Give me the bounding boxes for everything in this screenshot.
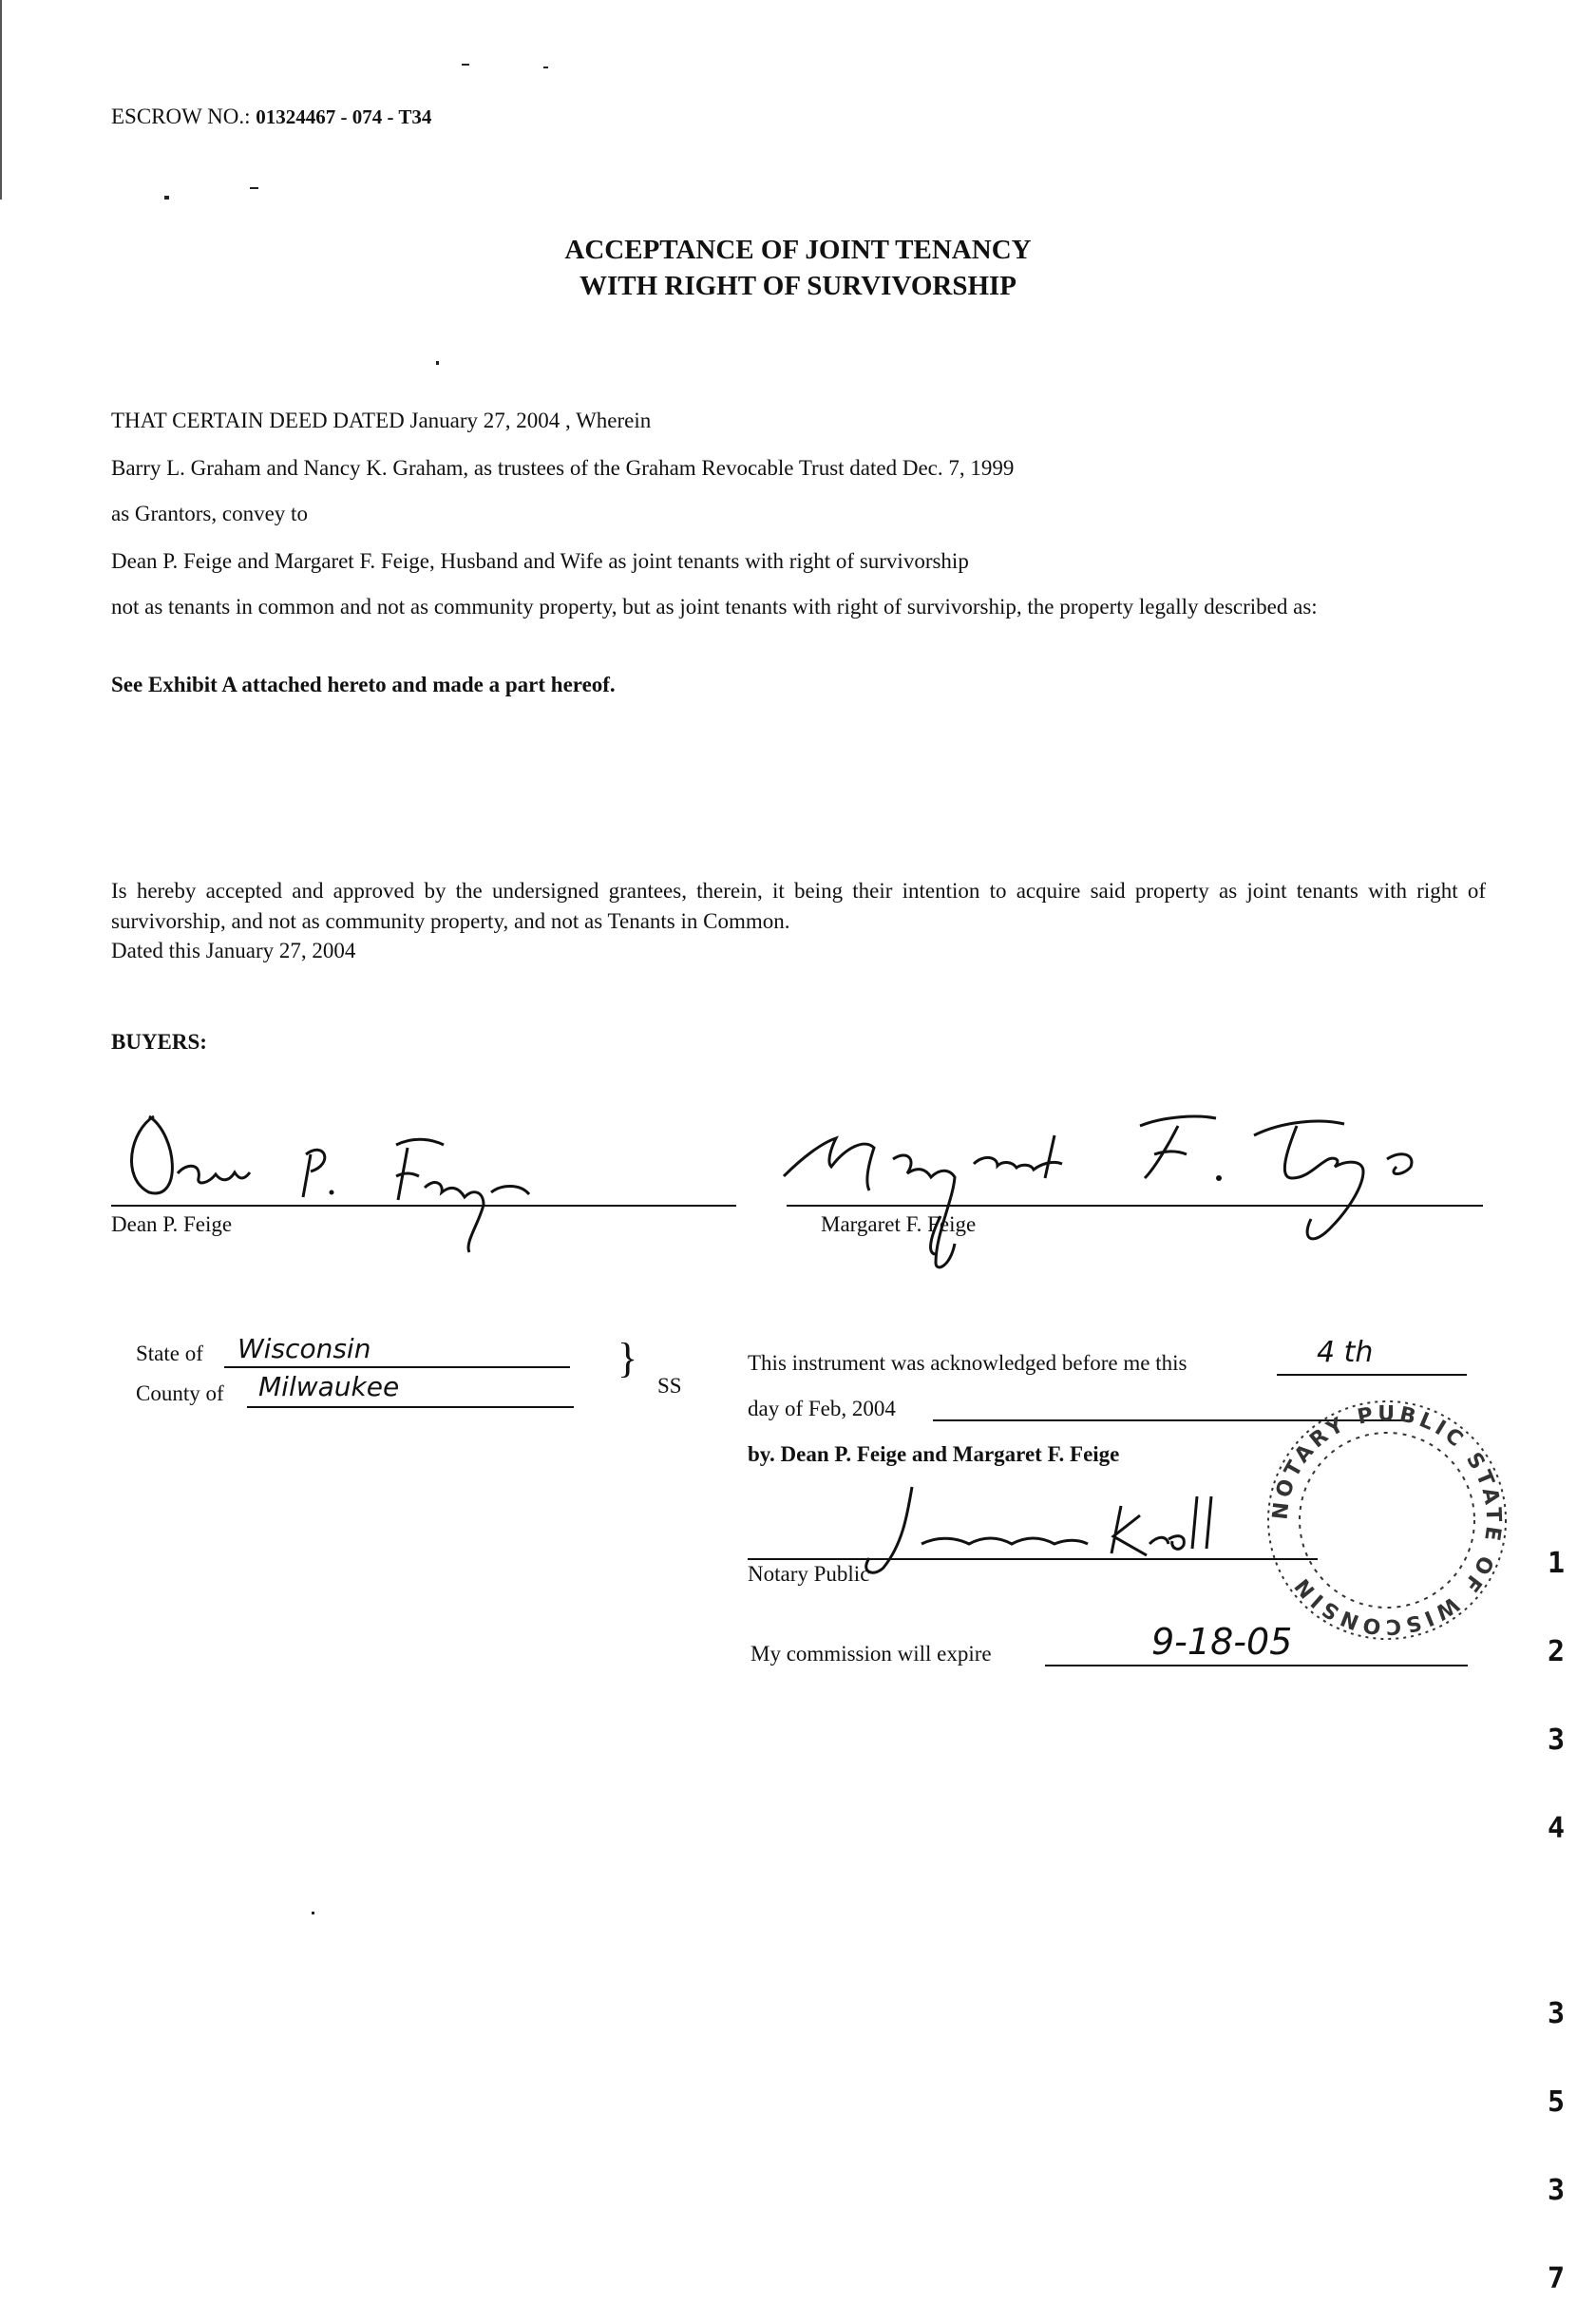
venue-brace-top: } [618,1335,638,1381]
svg-text:NOTARY PUBLIC STATE OF WISCONS [1269,1402,1506,1638]
commission-date: 9-18-05 [1151,1621,1293,1663]
buyer2-signature [779,1102,1463,1273]
ack-day-line [1277,1374,1467,1376]
margin-digit: 3 [1547,1723,1566,1757]
commission-line [1045,1665,1468,1666]
scan-speck [312,1912,314,1914]
county-label: County of [136,1381,224,1405]
state-line [224,1366,570,1368]
seal-text: NOTARY PUBLIC STATE OF WISCONSIN [1268,1401,1506,1639]
buyer1-name: Dean P. Feige [111,1212,233,1236]
scan-speck [0,0,2,200]
scan-speck [436,361,439,365]
buyers-label: BUYERS: [111,1030,207,1054]
escrow-number: 01324467 - 074 - T34 [256,105,432,128]
buyer1-signature-line [111,1205,736,1207]
commission-label: My commission will expire [750,1642,992,1666]
buyer2-name: Margaret F. Feige [821,1212,977,1236]
margin-digit: 4 [1547,1812,1566,1845]
notary-label: Notary Public [748,1562,870,1586]
margin-digit: 3 [1547,2174,1566,2207]
margin-digit: 3 [1547,1997,1566,2030]
margin-digit: 1 [1547,1547,1566,1580]
by-line [748,1440,1119,1469]
grantors-line: Barry L. Graham and Nancy K. Graham, as trustees of the Graham Revocable Trust dated Dec. 7, 1999 [111,456,1015,480]
notary-seal-stamp [1244,1397,1530,1644]
margin-digit: 7 [1547,2262,1566,2295]
buyer1-signature [111,1102,567,1226]
scan-speck [164,196,169,200]
ss-label: SS [657,1374,682,1398]
by-names: Dean P. Feige and Margaret F. Feige [780,1442,1120,1466]
margin-digit: 5 [1547,2085,1566,2119]
not-tenants-paragraph: not as tenants in common and not as community property, but as joint tenants with right of survivorship, the property legally described as: [111,595,1318,619]
day-of-text: day of Feb, 2004 [748,1397,896,1420]
exhibit-line: See Exhibit A attached hereto and made a part hereof. [111,673,616,696]
document-title-line2: WITH RIGHT OF SURVIVORSHIP [579,271,1017,301]
acceptance-dated: Dated this January 27, 2004 [111,939,356,962]
margin-digit: 2 [1547,1635,1566,1668]
county-line [247,1406,574,1408]
scan-speck [462,64,469,66]
state-value: Wisconsin [238,1333,371,1364]
scan-speck [250,187,258,189]
county-value: Milwaukee [258,1371,400,1402]
ack-text: This instrument was acknowledged before me this [748,1351,1188,1375]
ack-day: 4 th [1317,1336,1374,1369]
state-label: State of [136,1342,203,1365]
grantees-line: Dean P. Feige and Margaret F. Feige, Husband and Wife as joint tenants with right of survivorship [111,549,969,573]
scan-speck [543,67,548,68]
by-label: by. [748,1442,775,1466]
margin-document-number [1537,1490,1575,2323]
convey-line: as Grantors, convey to [111,502,308,525]
escrow-number-line [111,103,431,131]
escrow-label: ESCROW NO.: [111,105,251,128]
deed-dated-line: THAT CERTAIN DEED DATED January 27, 2004 , Wherein [111,409,652,432]
acceptance-paragraph: Is hereby accepted and approved by the undersigned grantees, therein, it being their intention to acquire said property as joint tenants with right of survivorship, and not as community property, and not as Tenants in Common. [111,879,1486,933]
buyer2-signature-line [787,1205,1483,1207]
document-title-line1: ACCEPTANCE OF JOINT TENANCY [564,235,1032,265]
